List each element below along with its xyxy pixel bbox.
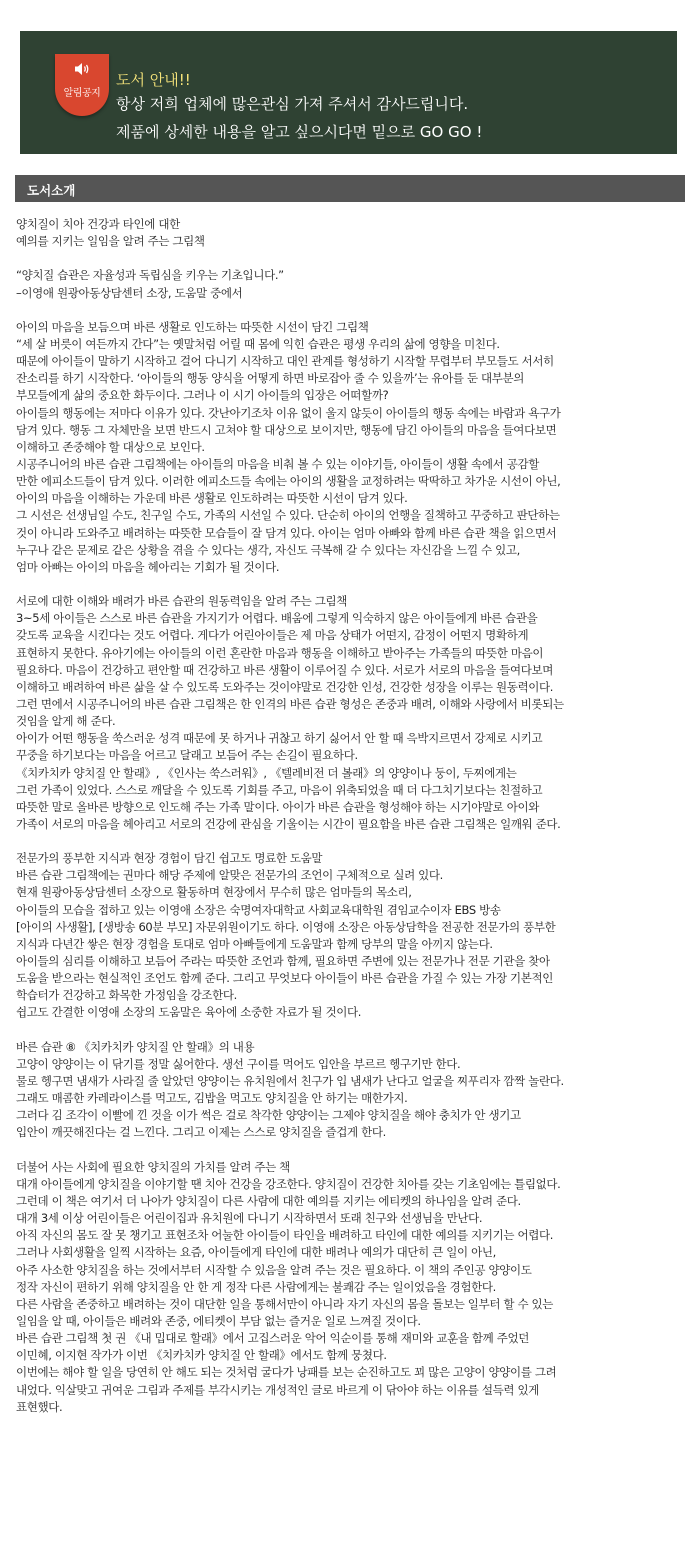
text-line: 그런데 이 책은 여기서 더 나아가 양치질이 다른 사람에 대한 예의를 지키는 에티켓의 하나임을 알려 준다. [16, 1194, 521, 1209]
text-line: 이번에는 해야 할 일을 당연히 안 해도 되는 것처럼 굴다가 낭패를 보는 순진하고도 꾀 많은 고양이 양양이를 그려 [16, 1365, 557, 1380]
text-line: [아이의 사생활], [생방송 60분 부모] 자문위원이기도 하다. 이영애 소장은 아동상담학을 전공한 전문가의 풍부한 [16, 919, 556, 934]
text-line: 꾸중을 하기보다는 마음을 어르고 달래고 보듬어 주는 손길이 필요하다. [16, 748, 358, 763]
text-line: 이민혜, 이지현 작가가 이번 《치카치카 양치질 안 할래》에서도 함께 뭉쳤다. [16, 1348, 387, 1363]
text-line: 지식과 다년간 쌓은 현장 경험을 토대로 엄마 아빠들에게 도움말과 함께 당부의 말을 아끼지 않는다. [16, 936, 493, 951]
text-line: 3~5세 아이들은 스스로 바른 습관을 가지기가 어렵다. 배움에 그렇게 익숙하지 않은 아이들에게 바른 습관을 [16, 611, 538, 626]
text-line: –이영애 원광아동상담센터 소장, 도움말 중에서 [16, 285, 243, 300]
notice-title: 도서 안내!! [116, 71, 191, 89]
text-line: 학습터가 건강하고 화목한 가정임을 강조한다. [16, 988, 237, 1003]
section-header [15, 175, 685, 202]
text-line: 쉽고도 간결한 이영애 소장의 도움말은 육아에 소중한 자료가 될 것이다. [16, 1005, 362, 1020]
text-line: 필요하다. 마음이 건강하고 편안할 때 건강하고 바른 생활이 이루어질 수 있다. 서로가 서로의 마음을 들여다보며 [16, 662, 554, 677]
text-line: 담겨 있다. 행동 그 자체만을 보면 반드시 고쳐야 할 대상으로 보이지만, 행동에 담긴 아이들의 마음을 들여다보면 [16, 422, 557, 437]
text-line: 일임을 알 때, 아이들은 배려와 존중, 에티켓이 부담 없는 즐거운 일로 느껴질 것이다. [16, 1314, 421, 1328]
text-line: 더불어 사는 사회에 필요한 양치질의 가치를 알려 주는 책 [16, 1159, 290, 1174]
text-line: 그런 가족이 있었다. 스스로 깨달을 수 있도록 기회를 주고, 마음이 위축되었을 때 더 다그치기보다는 친절하고 [16, 782, 543, 797]
paragraph-gap [16, 302, 700, 319]
text-line: “세 살 버릇이 여든까지 간다”는 옛말처럼 어릴 때 몸에 익힌 습관은 평생 우리의 삶에 영향을 미친다. [16, 336, 500, 351]
paragraph-gap [16, 250, 700, 267]
text-line: 바른 습관 그림책 첫 권 《내 밉대로 할래》에서 고집스러운 악어 익순이를 통해 재미와 교훈을 함께 주었던 [16, 1331, 529, 1346]
text-line: 아이의 마음을 보듬으며 바른 생활로 인도하는 따뜻한 시선이 담긴 그림책 [16, 319, 369, 334]
text-line: 입안이 깨끗해진다는 걸 느낀다. 그리고 이제는 스스로 양치질을 즐겁게 한다. [16, 1125, 386, 1140]
text-line: 아이들의 모습을 접하고 있는 이영애 소장은 숙명여자대학교 사회교육대학원 겸임교수이자 EBS 방송 [16, 902, 501, 917]
text-line: 다른 사람을 존중하고 배려하는 것이 대단한 일을 통해서만이 아니라 자기 자신의 몸을 돌보는 일부터 할 수 있는 [16, 1296, 554, 1311]
text-line: 가족이 서로의 마음을 헤아리고 서로의 건강에 관심을 기울이는 시간이 필요함을 바른 습관 그림책은 일깨워 준다. [16, 816, 561, 831]
text-line: 대개 3세 이상 어린이들은 어린이집과 유치원에 다니기 시작하면서 또래 친구와 선생님을 만난다. [16, 1211, 483, 1226]
text-line: 아이의 마음을 이해하는 가운데 바른 생활로 인도하려는 따뜻한 시선이 담겨 있다. [16, 491, 408, 506]
text-line: 시공주니어의 바른 습관 그림책에는 아이들의 마음을 비춰 볼 수 있는 이야기들, 아이들이 생활 속에서 공감할 [16, 456, 539, 471]
text-line: 서로에 대한 이해와 배려가 바른 습관의 원동력임을 알려 주는 그림책 [16, 594, 347, 609]
text-line: 그래도 매콤한 카레라이스를 먹고도, 김밥을 먹고도 양치질을 안 하기는 매한가지. [16, 1091, 408, 1106]
text-line: 것임을 알게 해 준다. [16, 714, 116, 729]
text-line: 아직 자신의 몸도 잘 못 챙기고 표현조차 어눌한 아이들이 타인을 배려하고 타인에 대한 예의를 지키기는 어렵다. [16, 1228, 554, 1243]
text-line: 때문에 아이들이 말하기 시작하고 걸어 다니기 시작하고 대인 관계를 형성하기 시작할 무렵부터 부모들도 서서히 [16, 354, 554, 369]
text-line: 이해하고 존중해야 할 대상으로 보인다. [16, 439, 205, 454]
paragraph-gap [16, 576, 700, 593]
section-title: 도서소개 [27, 183, 76, 198]
speaker-icon [74, 62, 90, 76]
text-line: 아이들의 심리를 이해하고 보듬어 주라는 따뜻한 조언과 함께, 필요하면 주변에 있는 전문가나 전문 기관을 찾아 [16, 954, 550, 969]
text-line: 표현했다. [16, 1399, 63, 1414]
text-line: 잔소리를 하기 시작한다. ‘아이들의 행동 양식을 어떻게 하면 바로잡아 줄 수 있을까’는 유아를 둔 대부분의 [16, 371, 525, 386]
text-line: 바른 습관 ⑧ 《치카치카 양치질 안 할래》의 내용 [16, 1039, 255, 1054]
text-line: 따뜻한 말로 올바른 방향으로 인도해 주는 가족 말이다. 아이가 바른 습관을 형성해야 하는 시기야말로 아이와 [16, 799, 539, 814]
text-line: 아이들의 행동에는 저마다 이유가 있다. 갓난아기조차 이유 없이 울지 않듯이 아이들의 행동 속에는 바람과 욕구가 [16, 405, 561, 420]
text-line: 바른 습관 그림책에는 권마다 해당 주제에 알맞은 전문가의 조언이 구체적으로 실려 있다. [16, 868, 443, 883]
badge-label: 알림공지 [63, 88, 101, 99]
text-line: “양치질 습관은 자율성과 독립심을 키우는 기초입니다.” [16, 268, 284, 283]
paragraph-gap [16, 1142, 700, 1159]
text-line: 엄마 아빠는 아이의 마음을 헤아리는 기회가 될 것이다. [16, 559, 280, 574]
text-line: 도움을 받으라는 현실적인 조언도 함께 준다. 그리고 무엇보다 아이들이 바른 습관을 가질 수 있는 가장 기본적인 [16, 971, 554, 986]
text-line: 《치카치카 양치질 안 할래》, 《인사는 쑥스러워》, 《텔레비전 더 볼래》의 양양이나 둥이, 두찌에게는 [16, 765, 517, 780]
text-line: 현재 원광아동상담센터 소장으로 활동하며 현장에서 무수히 많은 엄마들의 목소리, [16, 885, 412, 900]
text-line: 그런 면에서 시공주니어의 바른 습관 그림책은 한 인격의 바른 습관 형성은 존중과 배려, 이해와 사랑에서 비롯되는 [16, 696, 564, 711]
text-line: 아주 사소한 양치질을 하는 것에서부터 시작할 수 있음을 알려 주는 것은 필요하다. 이 책의 주인공 양양이도 [16, 1262, 532, 1277]
text-line: 그러다 김 조각이 이빨에 낀 것을 이가 썩은 걸로 착각한 양양이는 그제야 양치질을 해야 충치가 안 생기고 [16, 1108, 521, 1123]
notice-line-2: 제품에 상세한 내용을 알고 싶으시다면 밑으로 GO GO ! [116, 123, 483, 141]
text-line: 표현하지 못한다. 유아기에는 아이들의 이런 혼란한 마음과 행동을 이해하고 받아주는 가족들의 따뜻한 마음이 [16, 645, 544, 660]
text-line: 것이 아니라 도와주고 배려하는 따뜻한 모습들이 잘 담겨 있다. 아이는 엄마 아빠와 함께 바른 습관 책을 읽으면서 [16, 525, 557, 540]
text-line: 정작 자신이 편하기 위해 양치질을 안 한 게 정작 다른 사람에게는 불쾌감 주는 일이었음을 경험한다. [16, 1279, 496, 1294]
text-line: 대개 아이들에게 양치질을 이야기할 땐 치아 건강을 강조한다. 양치질이 건강한 치아를 갖는 기초임에는 틀림없다. [16, 1176, 561, 1191]
text-line: 누구나 같은 문제로 같은 상황을 겪을 수 있다는 생각, 자신도 극복해 갈 수 있다는 자신감을 느낄 수 있고, [16, 542, 520, 557]
text-line: 그러나 사회생활을 일찍 시작하는 요즘, 아이들에게 타인에 대한 배려나 예의가 대단히 큰 일이 아닌, [16, 1245, 496, 1260]
book-description [16, 216, 700, 1416]
text-line: 전문가의 풍부한 지식과 현장 경험이 담긴 쉽고도 명료한 도움말 [16, 851, 323, 866]
notice-badge [55, 54, 109, 116]
paragraph-gap [16, 833, 700, 850]
text-line: 내었다. 익살맞고 귀여운 그림과 주제를 부각시키는 개성적인 글로 바르게 이 닦아야 하는 이유를 설득력 있게 [16, 1382, 539, 1397]
text-line: 아이가 어떤 행동을 쑥스러운 성격 때문에 못 하거나 귀찮고 하기 싫어서 안 할 때 윽박지르면서 강제로 시키고 [16, 731, 543, 746]
text-line: 그 시선은 선생님일 수도, 친구일 수도, 가족의 시선일 수 있다. 단순히 아이의 언행을 질책하고 꾸중하고 판단하는 [16, 508, 560, 523]
text-line: 양치질이 치아 건강과 타인에 대한 [16, 217, 180, 231]
text-line: 이해하고 배려하여 바른 삶을 살 수 있도록 도와주는 것이야말로 건강한 인성, 건강한 성장을 이루는 원동력이다. [16, 679, 554, 694]
text-line: 갖도록 교육을 시킨다는 것도 어렵다. 게다가 어린아이들은 제 마음 상태가 어떤지, 감정이 어떤지 명확하게 [16, 628, 529, 643]
text-line: 물로 헹구면 냄새가 사라질 줄 알았던 양양이는 유치원에서 친구가 입 냄새가 난다고 얼굴을 찌푸리자 깜짝 놀란다. [16, 1074, 564, 1089]
text-line: 만한 에피소드들이 담겨 있다. 이러한 에피소드들 속에는 아이의 생활을 교정하려는 딱딱하고 차가운 시선이 아닌, [16, 474, 561, 489]
text-line: 예의를 지키는 일임을 알려 주는 그림책 [16, 234, 205, 249]
notice-banner [20, 31, 677, 154]
paragraph-gap [16, 1022, 700, 1039]
text-line: 고양이 양양이는 이 닦기를 정말 싫어한다. 생선 구이를 먹어도 입안을 부르르 헹구기만 한다. [16, 1056, 461, 1071]
text-line: 부모들에게 삶의 중요한 화두이다. 그러나 이 시기 아이들의 입장은 어떠할까? [16, 388, 389, 403]
notice-line-1: 항상 저희 업체에 많은관심 가져 주셔서 감사드립니다. [116, 95, 469, 113]
